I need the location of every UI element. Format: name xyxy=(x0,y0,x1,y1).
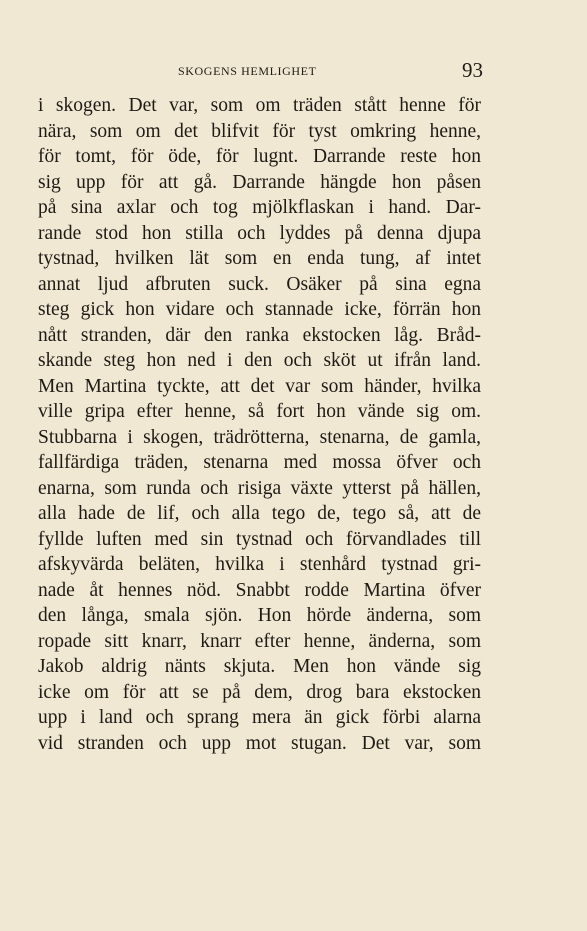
text-line: upp i land och sprang mera än gick förbi alarna xyxy=(38,707,481,728)
text-line: Men Martina tyckte, att det var som händer, hvilka xyxy=(38,375,481,397)
body-text xyxy=(38,93,481,756)
running-title: SKOGENS HEMLIGHET xyxy=(178,64,317,78)
text-line: vid stranden och upp mot stugan. Det var, som xyxy=(38,732,481,754)
text-line: för tomt, för öde, för lugnt. Darrande reste hon xyxy=(38,146,481,167)
text-line: nått stranden, där den ranka ekstocken låg. Bråd- xyxy=(38,324,481,346)
text-line: tystnad, hvilken lät som en enda tung, af intet xyxy=(38,248,481,269)
text-line: icke om för att se på dem, drog bara ekstocken xyxy=(38,681,481,703)
text-line: i skogen. Det var, som om träden stått henne för xyxy=(38,95,481,116)
running-head xyxy=(38,58,483,82)
page-number: 93 xyxy=(462,58,483,82)
text-line: nade åt hennes nöd. Snabbt rodde Martina öfver xyxy=(38,579,481,601)
text-line: nära, som om det blifvit för tyst omkring henne, xyxy=(38,120,481,142)
text-line: den långa, smala sjön. Hon hörde änderna, som xyxy=(38,605,481,626)
text-line: på sina axlar och tog mjölkflaskan i hand. Dar- xyxy=(38,197,481,218)
text-line: ville gripa efter henne, så fort hon vände sig om. xyxy=(38,401,481,422)
text-line: Stubbarna i skogen, trädrötterna, stenarna, de gamla, xyxy=(38,426,481,448)
text-line: annat ljud afbruten suck. Osäker på sina egna xyxy=(38,273,481,295)
text-line: skande steg hon ned i den och sköt ut ifrån land. xyxy=(38,350,481,371)
text-line: Jakob aldrig nänts skjuta. Men hon vände sig xyxy=(38,656,481,677)
text-line: enarna, som runda och risiga växte ytterst på hällen, xyxy=(38,477,481,499)
text-line: afskyvärda beläten, hvilka i stenhård tystnad gri- xyxy=(38,554,481,575)
text-line: fyllde luften med sin tystnad och förvandlades till xyxy=(38,528,481,550)
text-line: steg gick hon vidare och stannade icke, förrän hon xyxy=(38,299,481,320)
text-line: alla hade de lif, och alla tego de, tego så, att de xyxy=(38,503,481,524)
text-line: fallfärdiga träden, stenarna med mossa öfver och xyxy=(38,452,481,473)
text-line: rande stod hon stilla och lyddes på denna djupa xyxy=(38,222,481,244)
text-line: ropade sitt knarr, knarr efter henne, änderna, som xyxy=(38,630,481,652)
text-line: sig upp för att gå. Darrande hängde hon påsen xyxy=(38,171,481,193)
